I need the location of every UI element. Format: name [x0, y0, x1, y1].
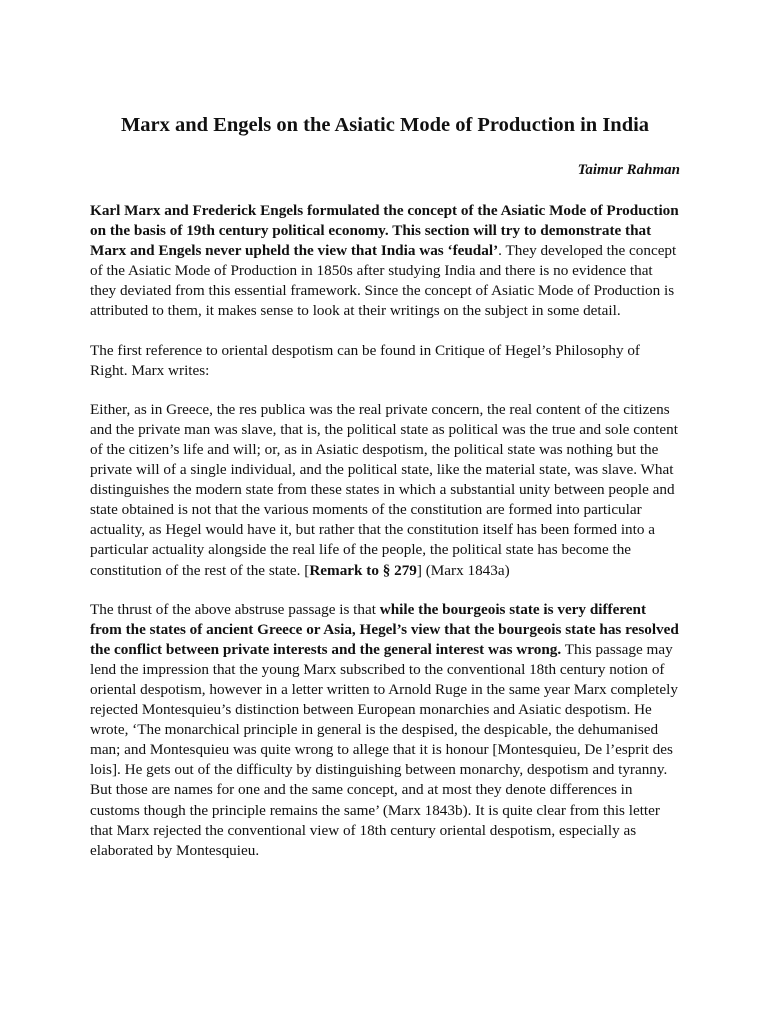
intro-bold-text: Karl Marx and Frederick Engels formulated the concept of the Asiatic Mode of Production on the basis of 19th century political economy. This section will try to demonstrate that Marx and Engels never upheld the view that India was ‘feudal’: [90, 202, 679, 260]
quotation-citation: ] (Marx 1843a): [416, 561, 510, 579]
analysis-bold-text: while the bourgeois state is very different from the states of ancient Greece or Asia, Hegel’s view that the bourgeois state has resolved the conflict between private interests and the general interest was wrong.: [90, 600, 679, 658]
quotation-remark: Remark to § 279: [309, 561, 417, 579]
analysis-text: This passage may lend the impression that the young Marx subscribed to the conventional 18th century notion of oriental despotism, however in a letter written to Arnold Ruge in the same year Marx completely rejected Montesquieu’s distinction between European monarchies and Asiatic despotism. He wrote, ‘The monarchical principle in general is the despised, the despicable, the dehumanised man; and Montesquieu was quite wrong to allege that it is honour [Montesquieu, De l’esprit des lois]. He gets out of the difficulty by distinguishing between monarchy, despotism and tyranny. But those are names for one and the same concept, and at most they denote differences in customs though the principle remains the same’ (Marx 1843b). It is quite clear from this letter that Marx rejected the conventional view of 18th century oriental despotism, especially as elaborated by Montesquieu.: [90, 640, 678, 859]
intro-text: . They developed the concept of the Asiatic Mode of Production in 1850s after studying India and there is no evidence that they deviated from this essential framework. Since the concept of Asiatic Mode of Production is attributed to them, it makes sense to look at their writings on the subject in some detail.: [90, 242, 677, 320]
document-title: Marx and Engels on the Asiatic Mode of Production in India: [120, 114, 650, 136]
analysis-lead: The thrust of the above abstruse passage is that: [90, 600, 380, 618]
paragraph-analysis: [90, 600, 680, 861]
quotation-text: Either, as in Greece, the res publica was the real private concern, the real content of the citizens and the private man was slave, that is, the political state as political was the true and sole content of the citizen’s life and will; or, as in Asiatic despotism, the political state was nothing but the private will of a single individual, and the political state, like the material state, was slave. What distinguishes the modern state from these states in which a substantial unity between people and state obtained is not that the various moments of the constitution are formed into particular actuality, as Hegel would have it, but rather that the constitution itself has been formed into a particular actuality alongside the real life of the people, the political state has become the constitution of the rest of the state. [: [90, 400, 678, 579]
paragraph-first-reference: The first reference to oriental despotism can be found in Critique of Hegel’s Philosophy of Right. Marx writes:: [90, 341, 640, 379]
paragraph-quotation: [90, 400, 680, 581]
author-name: Taimur Rahman: [577, 162, 680, 178]
paragraph-intro: [90, 201, 680, 322]
